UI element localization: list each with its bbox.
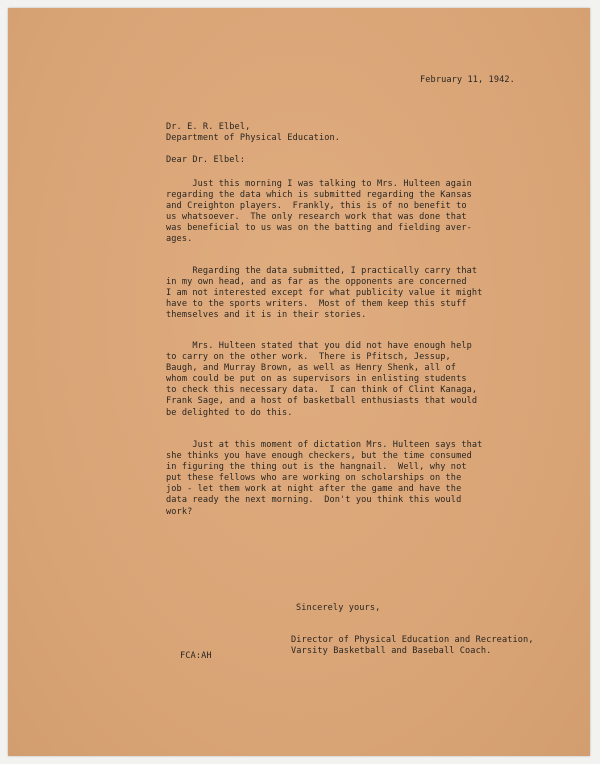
paragraph-line: Frank Sage, and a host of basketball enthusiasts that would bbox=[166, 396, 478, 407]
letter-date: February 11, 1942. bbox=[420, 75, 515, 85]
paragraph-line: have to the sports writers. Most of them keep this stuff bbox=[166, 299, 467, 310]
paragraph-line: ages. bbox=[166, 234, 193, 245]
paragraph-line: put these fellows who are working on scholarships on the bbox=[166, 473, 462, 484]
paragraph-2 bbox=[166, 266, 546, 321]
paragraph-line: Regarding the data submitted, I practically carry that bbox=[166, 266, 478, 276]
paragraph-line: data ready the next morning. Don't you think this would bbox=[166, 495, 462, 506]
closing: Sincerely yours, bbox=[296, 603, 381, 613]
paragraph-line: whom could be put on as supervisors in enlisting students bbox=[166, 374, 467, 385]
paragraph-line: themselves and it is in their stories. bbox=[166, 310, 367, 321]
paragraph-line: Mrs. Hulteen stated that you did not have enough help bbox=[166, 341, 472, 351]
paragraph-line: job - let them work at night after the game and have the bbox=[166, 484, 462, 495]
paragraph-line: be delighted to do this. bbox=[166, 407, 293, 418]
paragraph-line: Just this morning I was talking to Mrs. Hulteen again bbox=[166, 179, 472, 189]
salutation: Dear Dr. Elbel: bbox=[166, 155, 246, 165]
paragraph-4 bbox=[166, 440, 546, 518]
paragraph-line: to carry on the other work. There is Pfitsch, Jessup, bbox=[166, 352, 451, 363]
paragraph-line: regarding the data which is submitted regarding the Kansas bbox=[166, 190, 472, 201]
paragraph-line: in my own head, and as far as the opponents are concerned bbox=[166, 277, 467, 288]
paragraph-line: was beneficial to us was on the batting and fielding aver- bbox=[166, 223, 472, 234]
paragraph-line: Just at this moment of dictation Mrs. Hulteen says that bbox=[166, 440, 483, 450]
recipient-department: Department of Physical Education. bbox=[166, 133, 341, 143]
paragraph-line: in figuring the thing out is the hangnail. Well, why not bbox=[166, 462, 467, 473]
recipient-name: Dr. E. R. Elbel, bbox=[166, 122, 251, 132]
paragraph-line: to check this necessary data. I can think of Clint Kanaga, bbox=[166, 385, 478, 396]
paragraph-line: and Creighton players. Frankly, this is of no benefit to bbox=[166, 201, 467, 212]
signature-title-line-1: Director of Physical Education and Recreation, bbox=[291, 635, 534, 645]
paragraph-line: I am not interested except for what publicity value it might bbox=[166, 288, 483, 299]
signature-title-line-2: Varsity Basketball and Baseball Coach. bbox=[291, 646, 492, 656]
paragraph-line: Baugh, and Murray Brown, as well as Henry Shenk, all of bbox=[166, 363, 457, 374]
paragraph-line: us whatsoever. The only research work that was done that bbox=[166, 212, 467, 223]
paragraph-3 bbox=[166, 341, 546, 419]
letter-page bbox=[8, 8, 590, 756]
paragraph-line: work? bbox=[166, 506, 193, 517]
paragraph-1 bbox=[166, 179, 546, 246]
paragraph-line: she thinks you have enough checkers, but the time consumed bbox=[166, 451, 472, 462]
typist-initials: FCA:AH bbox=[180, 651, 212, 661]
